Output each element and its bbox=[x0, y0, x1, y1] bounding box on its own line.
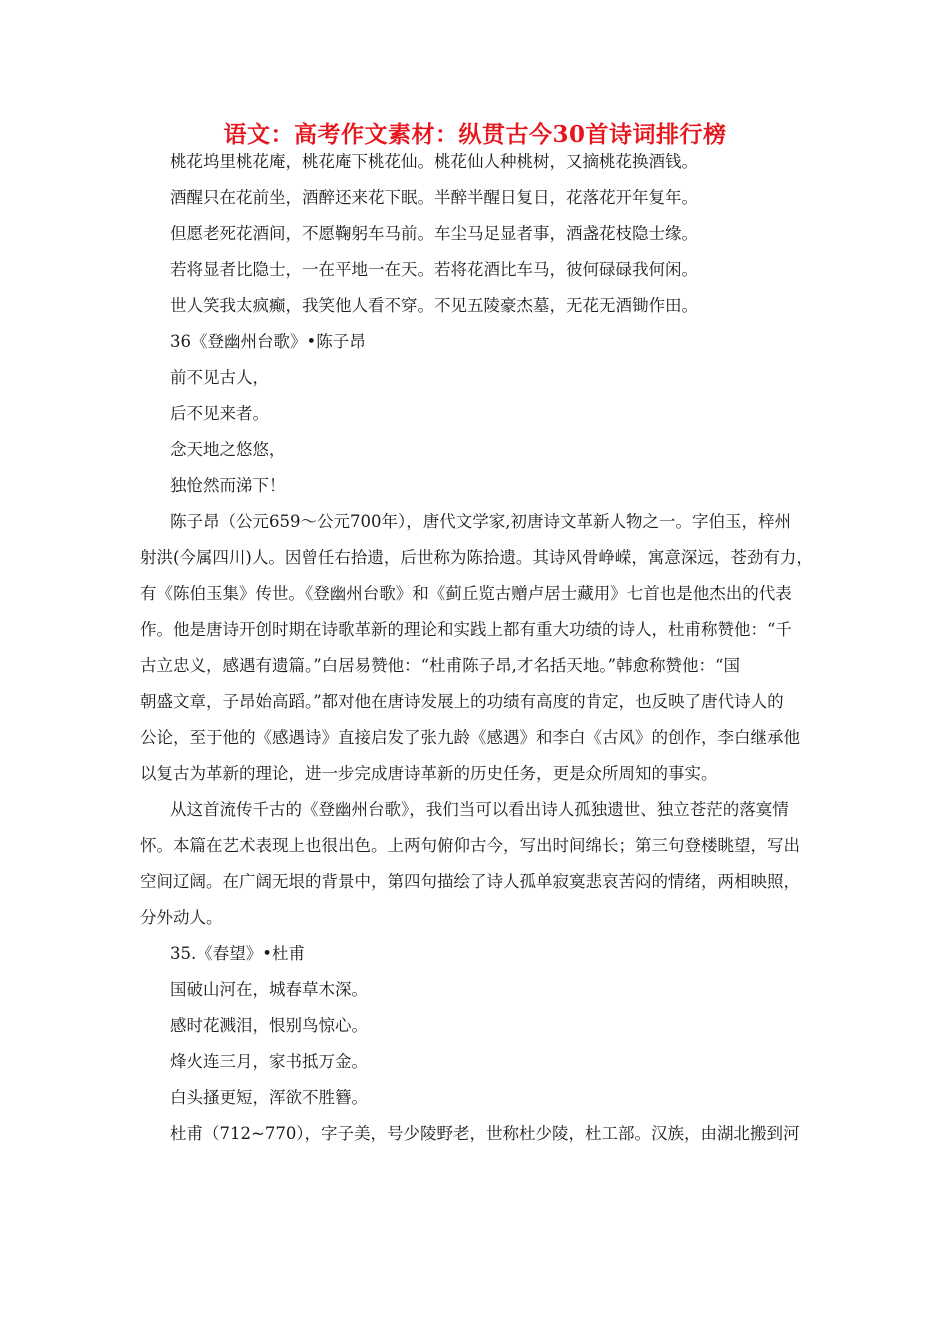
document-title: 语文：高考作文素材：纵贯古今30首诗词排行榜 bbox=[223, 121, 727, 148]
paragraph-line: 射洪(今属四川)人。因曾任右拾遗，后世称为陈拾遗。其诗风骨峥嵘，寓意深远，苍劲有力， bbox=[140, 548, 813, 567]
paragraph-line: 从这首流传千古的《登幽州台歌》，我们当可以看出诗人孤独遗世、独立苍茫的落寞情 bbox=[170, 800, 789, 819]
intro-line: 世人笑我太疯癫，我笑他人看不穿。不见五陵豪杰墓，无花无酒锄作田。 bbox=[170, 296, 698, 315]
verse-line: 独怆然而涕下！ bbox=[170, 476, 286, 495]
intro-line: 若将显者比隐士，一在平地一在天。若将花酒比车马，彼何碌碌我何闲。 bbox=[170, 260, 698, 279]
poem35-heading: 35.《春望》•杜甫 bbox=[170, 944, 305, 963]
document-body bbox=[140, 144, 824, 1152]
paragraph-line: 怀。本篇在艺术表现上也很出色。上两句俯仰古今，写出时间绵长；第三句登楼眺望，写出 bbox=[140, 836, 800, 855]
paragraph-line: 空间辽阔。在广阔无垠的背景中，第四句描绘了诗人孤单寂寞悲哀苦闷的情绪，两相映照， bbox=[140, 872, 800, 891]
poem35-verse bbox=[170, 972, 824, 1116]
intro-poem bbox=[170, 144, 824, 324]
poem36-commentary-1 bbox=[140, 504, 824, 792]
paragraph-line: 有《陈伯玉集》传世。《登幽州台歌》和《蓟丘览古赠卢居士藏用》七首也是他杰出的代表 bbox=[140, 584, 792, 603]
poem36-heading: 36《登幽州台歌》•陈子昂 bbox=[170, 332, 366, 351]
intro-line: 但愿老死花酒间，不愿鞠躬车马前。车尘马足显者事，酒盏花枝隐士缘。 bbox=[170, 224, 698, 243]
poem36-commentary-2 bbox=[140, 792, 824, 936]
verse-line: 后不见来者。 bbox=[170, 404, 269, 423]
paragraph-line: 作。他是唐诗开创时期在诗歌革新的理论和实践上都有重大功绩的诗人，杜甫称赞他：“千 bbox=[140, 620, 792, 639]
intro-line: 桃花坞里桃花庵，桃花庵下桃花仙。桃花仙人种桃树，又摘桃花换酒钱。 bbox=[170, 152, 698, 171]
paragraph-line: 分外动人。 bbox=[140, 908, 223, 927]
verse-line: 前不见古人， bbox=[170, 368, 269, 387]
poem36-verse bbox=[170, 360, 824, 504]
paragraph-line: 古立忠义，感遇有遗篇。”白居易赞他：“杜甫陈子昂,才名括天地。”韩愈称赞他：“国 bbox=[140, 656, 740, 675]
intro-line: 酒醒只在花前坐，酒醉还来花下眠。半醉半醒日复日，花落花开年复年。 bbox=[170, 188, 698, 207]
paragraph-line: 公论，至于他的《感遇诗》直接启发了张九龄《感遇》和李白《古风》的创作，李白继承他 bbox=[140, 728, 800, 747]
verse-line: 感时花溅泪，恨别鸟惊心。 bbox=[170, 1016, 368, 1035]
poem35-commentary-line: 杜甫（712~770），字子美，号少陵野老，世称杜少陵，杜工部。汉族，由湖北搬到河 bbox=[170, 1124, 800, 1143]
paragraph-line: 朝盛文章，子昂始高蹈。”都对他在唐诗发展上的功绩有高度的肯定，也反映了唐代诗人的 bbox=[140, 692, 784, 711]
paragraph-line: 以复古为革新的理论，进一步完成唐诗革新的历史任务，更是众所周知的事实。 bbox=[140, 764, 718, 783]
paragraph-line: 陈子昂（公元659～公元700年），唐代文学家,初唐诗文革新人物之一。字伯玉，梓州 bbox=[170, 512, 791, 531]
verse-line: 烽火连三月，家书抵万金。 bbox=[170, 1052, 368, 1071]
verse-line: 念天地之悠悠， bbox=[170, 440, 286, 459]
verse-line: 白头搔更短，浑欲不胜簪。 bbox=[170, 1088, 368, 1107]
verse-line: 国破山河在，城春草木深。 bbox=[170, 980, 368, 999]
